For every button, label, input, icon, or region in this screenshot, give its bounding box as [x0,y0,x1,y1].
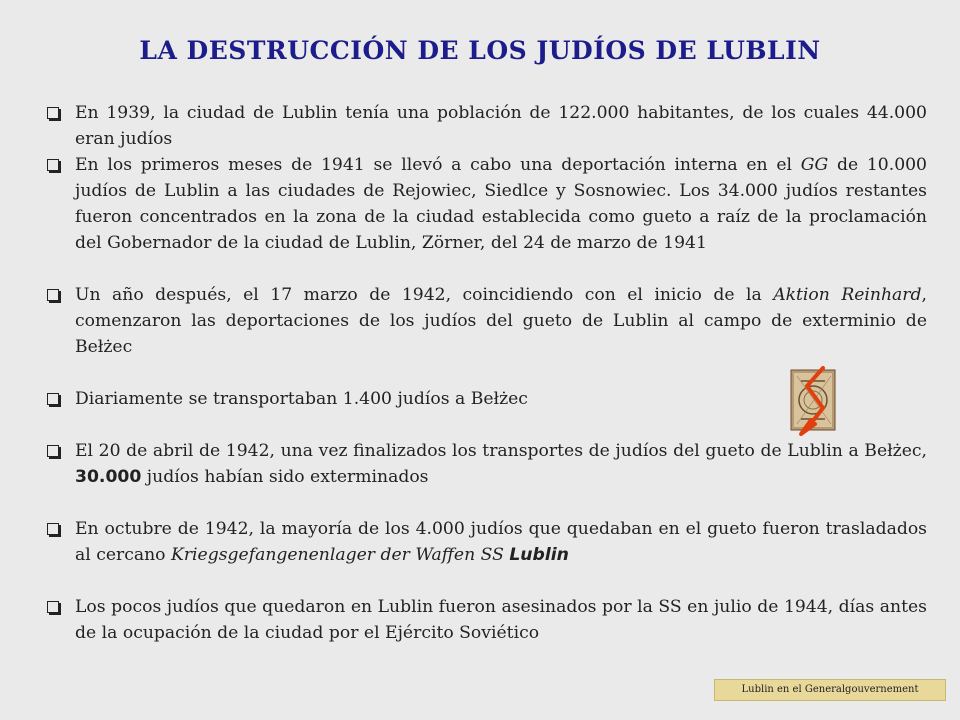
bullet-text: de 10.000 judíos de Lublin a las ciudades de Rejowiec, Siedlce y Sosnowiec. Los 34.000 judíos restantes fueron concentrados en la zona de la ciudad establecida como gueto a raíz de la proclamación del Gobernador de la ciudad de Lublin, Zörner, del 24 de marzo de 1941 [75,155,927,253]
bullet-text: Diariamente se transportaban 1.400 judíos a Bełżec [75,389,528,409]
bullet-text-italic: GG [800,155,829,175]
checkbox-square-icon [47,107,59,119]
bullet-item-1942-march [47,282,927,360]
bullet-text: El 20 de abril de 1942, una vez finalizados los transportes de judíos del gueto de Lublin a Bełżec, [75,441,927,461]
footer-label: Lublin en el Generalgouvernement [714,679,946,701]
bullet-item-1944 [47,594,927,646]
bullet-item-1941 [47,152,927,256]
bullet-item-1942-october [47,516,927,568]
bullet-text-italic: Aktion Reinhard [773,285,922,305]
bullet-text: judíos habían sido exterminados [141,467,429,487]
bullet-text-bold-italic: Lublin [509,545,569,565]
bullet-text-bold: 30.000 [75,467,142,487]
checkbox-square-icon [47,523,59,535]
checkbox-square-icon [47,393,59,405]
bullet-text: Los pocos judíos que quedaron en Lublin fueron asesinados por la SS en julio de 1944, días antes de la ocupación de la ciudad por el Ejército Soviético [75,597,927,643]
bullet-item-1939 [47,100,927,152]
bullet-text-italic: Kriegsgefangenenlager der Waffen SS [170,545,504,565]
bullet-text: En 1939, la ciudad de Lublin tenía una población de 122.000 habitantes, de los cuales 44.000 eran judíos [75,103,927,149]
slide-title: LA DESTRUCCIÓN DE LOS JUDÍOS DE LUBLIN [139,36,821,65]
checkbox-square-icon [47,445,59,457]
bullet-text: En los primeros meses de 1941 se llevó a cabo una deportación interna en el [75,155,801,175]
bullet-text: , comenzaron las deportaciones de los judíos del gueto de Lublin al campo de exterminio de Bełżec [75,285,927,357]
bullet-text: Un año después, el 17 marzo de 1942, coincidiendo con el inicio de la [75,285,774,305]
bullet-item-1942-april [47,438,927,490]
checkbox-square-icon [47,289,59,301]
bullet-text: En octubre de 1942, la mayoría de los 4.000 judíos que quedaban en el gueto fueron trasladados al cercano [75,519,927,565]
manuscript-with-arrow-icon [789,366,839,438]
checkbox-square-icon [47,159,59,171]
checkbox-square-icon [47,601,59,613]
